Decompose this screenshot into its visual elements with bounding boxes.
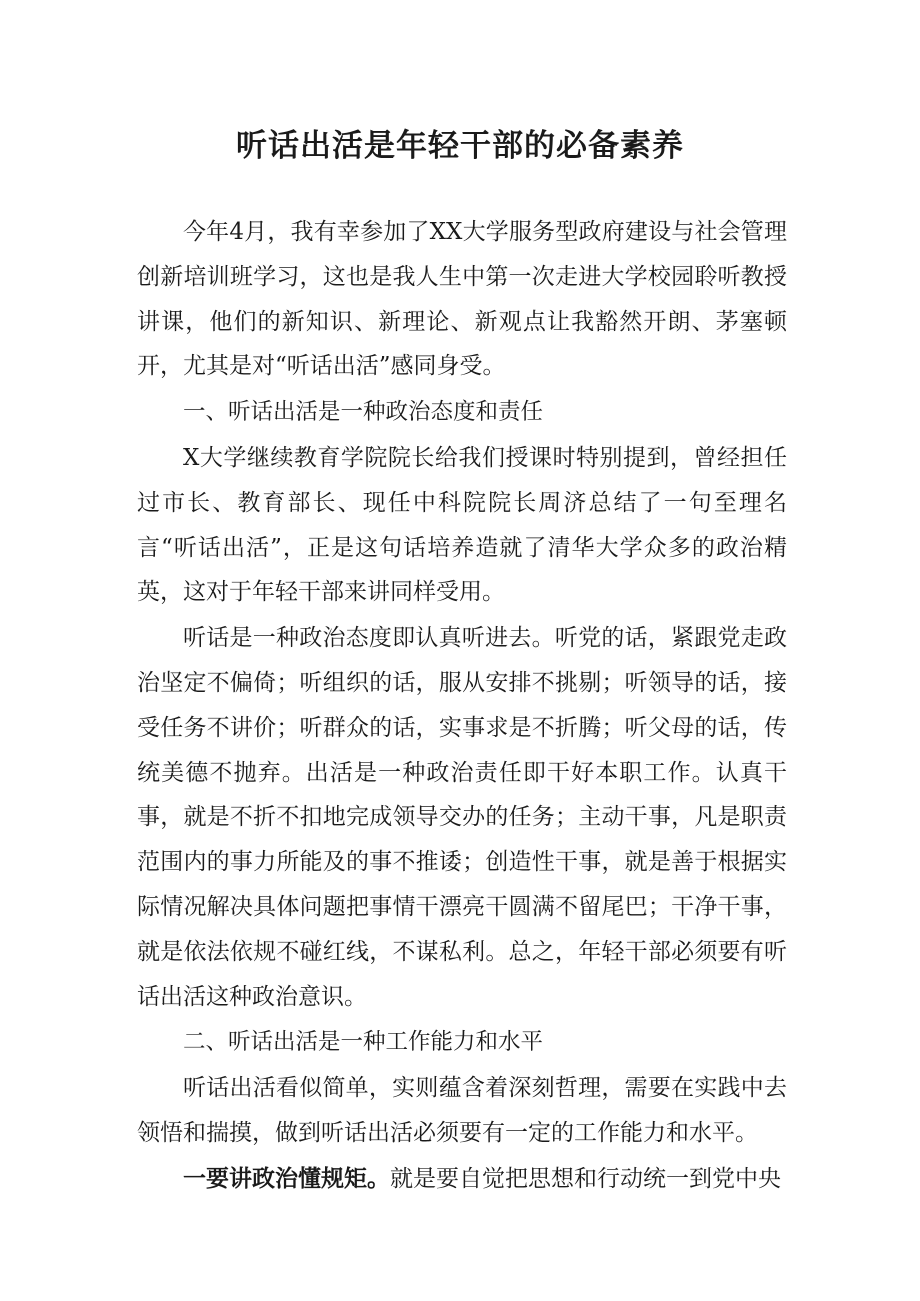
section-heading-2: 二、听话出活是一种工作能力和水平 xyxy=(183,1029,544,1056)
paragraph-lead-phrase: 一要讲政治懂规矩。 xyxy=(183,1164,390,1192)
section-heading-1: 一、听话出活是一种政治态度和责任 xyxy=(183,399,544,426)
document-title: 听话出活是年轻干部的必备素养 xyxy=(236,128,684,164)
paragraph-section-2-a: 听话出活看似简单，实则蕴含着深刻哲理，需要在实践中去领悟和揣摸，做到听话出活必须要有一定的工作能力和水平。 xyxy=(137,1075,787,1146)
paragraph-section-1-b: 听话是一种政治态度即认真听进去。听党的话，紧跟党走政治坚定不偏倚；听组织的话，服从安排不挑剔；听领导的话，接受任务不讲价；听群众的话，实事求是不折腾；听父母的话，传统美德不抛弃。出活是一种政治责任即干好本职工作。认真干事，就是不折不扣地完成领导交办的任务；主动干事，凡是职责范围内的事力所能及的事不推诿；创造性干事，就是善于根据实际情况解决具体问题把事情干漂亮干圆满不留尾巴；干净干事，就是依法依规不碰红线，不谋私利。总之，年轻干部必须要有听话出活这种政治意识。 xyxy=(137,625,787,1010)
paragraph-text: 就是要自觉把思想和行动统一到党中央 xyxy=(390,1165,781,1192)
paragraph-section-1-a: X大学继续教育学院院长给我们授课时特别提到，曾经担任过市长、教育部长、现任中科院院长周济总结了一句至理名言“听话出活”，正是这句话培养造就了清华大学众多的政治精英，这对于年轻干部来讲同样受用。 xyxy=(137,444,787,606)
paragraph-intro: 今年4月，我有幸参加了XX大学服务型政府建设与社会管理创新培训班学习，这也是我人生中第一次走进大学校园聆听教授讲课，他们的新知识、新理论、新观点让我豁然开朗、茅塞顿开，尤其是对“听话出活”感同身受。 xyxy=(137,219,787,380)
paragraph-section-2-b xyxy=(137,1157,787,1202)
document-body xyxy=(137,210,787,1202)
